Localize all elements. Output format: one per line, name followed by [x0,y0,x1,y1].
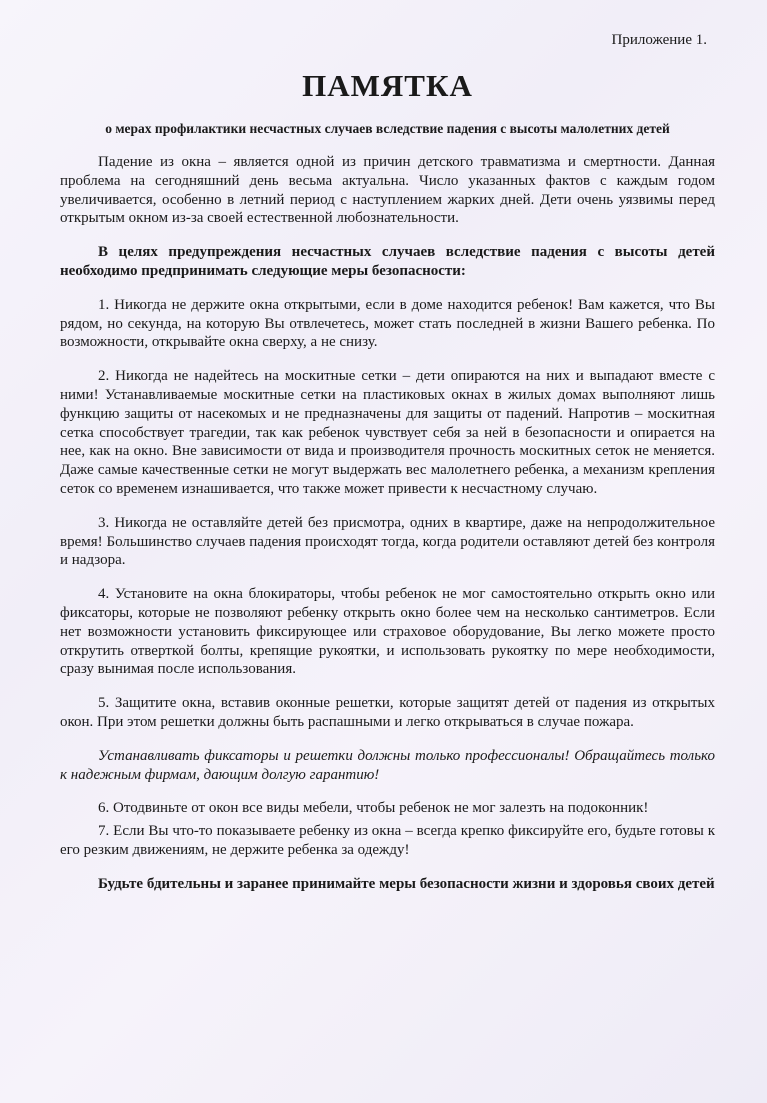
list-item: 1. Никогда не держите окна открытыми, если в доме находится ребенок! Вам кажется, что Вы рядом, но секунда, на которую Вы отвлечетесь, может стать последней в жизни Вашего ребенка. По возможности, открывайте окна сверху, а не снизу. [60,296,715,351]
page-subtitle: о мерах профилактики несчастных случаев вследствие падения с высоты малолетних детей [105,121,670,136]
page-title: ПАМЯТКА [302,68,473,103]
list-item: 5. Защитите окна, вставив оконные решетки, которые защитят детей от падения из открытых окон. При этом решетки должны быть распашными и легко открываться в случае пожара. [60,695,715,730]
closing-paragraph: Будьте бдительны и заранее принимайте меры безопасности жизни и здоровья своих детей [98,875,715,892]
intro-paragraph: Падение из окна – является одной из причин детского травматизма и смертности. Данная проблема на сегодняшний день весьма актуальна. Число указанных фактов с каждым годом увеличивается, особенно в летний период с наступлением жарких дней. Дети очень уязвимы перед открытым окном из-за своей естественной любознательности. [60,154,715,227]
list-item: 7. Если Вы что-то показываете ребенку из окна – всегда крепко фиксируйте его, будьте готовы к его резким движениям, не держите ребенка за одежду! [60,823,715,858]
appendix-label: Приложение 1. [611,32,707,48]
list-item: 6. Отодвиньте от окон все виды мебели, чтобы ребенок не мог залезть на подоконник! [98,800,649,817]
list-item: 4. Установите на окна блокираторы, чтобы ребенок не мог самостоятельно открыть окно или фиксаторы, которые не позволяют ребенку открыть окно более чем на несколько сантиметров. Если нет возможности установить фиксирующее или страховое оборудование, Вы легко можете просто открутить отверткой болты, крепящие рукоятки, и использовать рукоятку по мере необходимости, сразу вынимая после использования. [60,586,715,678]
list-item: 3. Никогда не оставляйте детей без присмотра, одних в квартире, даже на непродолжительное время! Большинство случаев падения происходят тогда, когда родители оставляют детей без контроля и надзора. [60,514,715,569]
note-paragraph: Устанавливать фиксаторы и решетки должны только профессионалы! Обращайтесь только к надежным фирмам, дающим долгую гарантию! [60,747,715,783]
list-item: 2. Никогда не надейтесь на москитные сетки – дети опираются на них и выпадают вместе с ними! Устанавливаемые москитные сетки на пластиковых окнах в жилых домах выполняют лишь функцию защиты от насекомых и не предназначены для защиты от падений. Напротив – москитная сетка способствует трагедии, так как ребенок чувствует себя за ней в безопасности и опирается на нее, как на окно. Вне зависимости от вида и производителя прочность москитных сеток не меняется. Даже самые качественные сетки не могут выдержать вес малолетнего ребенка, а механизм крепления сеток со временем изнашивается, что также может привести к несчастному случаю. [60,368,715,497]
lead-paragraph: В целях предупреждения несчастных случаев вследствие падения с высоты детей необходимо предпринимать следующие меры безопасности: [60,244,715,279]
